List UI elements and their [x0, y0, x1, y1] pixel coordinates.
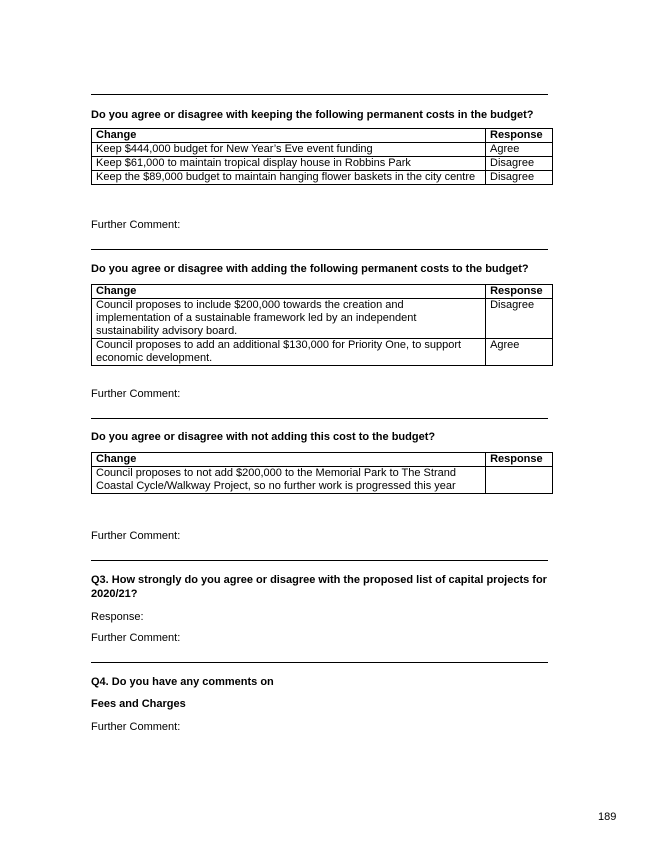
change-cell: Keep $61,000 to maintain tropical display house in Robbins Park: [92, 157, 486, 171]
column-header-response: Response: [486, 453, 553, 467]
column-header-change: Change: [92, 453, 486, 467]
question-heading-q3: Q3. How strongly do you agree or disagree with the proposed list of capital projects for 2020/21?: [91, 574, 547, 600]
subheading-fees-and-charges: Fees and Charges: [91, 698, 186, 710]
column-header-response: Response: [486, 129, 553, 143]
section-divider: [91, 94, 548, 95]
change-cell: Council proposes to not add $200,000 to the Memorial Park to The Strand Coastal Cycle/Walkway Project, so no further work is progressed this year: [92, 467, 486, 494]
column-header-change: Change: [92, 129, 486, 143]
response-cell: Agree: [486, 143, 553, 157]
change-cell: Keep the $89,000 budget to maintain hanging flower baskets in the city centre: [92, 171, 486, 185]
response-cell: Disagree: [486, 171, 553, 185]
table-row: [92, 157, 553, 171]
response-cell: [486, 467, 553, 494]
response-cell: Disagree: [486, 157, 553, 171]
section-divider: [91, 662, 548, 663]
response-table: [91, 284, 553, 366]
question-heading: Do you agree or disagree with not adding this cost to the budget?: [91, 431, 436, 443]
table-row: [92, 299, 553, 339]
response-cell: Agree: [486, 339, 553, 366]
further-comment-label: Further Comment:: [91, 632, 181, 644]
question-heading: Do you agree or disagree with adding the following permanent costs to the budget?: [91, 263, 529, 275]
table-header-row: [92, 453, 553, 467]
question-heading-q4: Q4. Do you have any comments on: [91, 676, 274, 688]
further-comment-label: Further Comment:: [91, 721, 181, 733]
table-header-row: [92, 129, 553, 143]
question-heading: Do you agree or disagree with keeping the following permanent costs in the budget?: [91, 109, 534, 121]
change-cell: Council proposes to add an additional $130,000 for Priority One, to support economic development.: [92, 339, 486, 366]
column-header-response: Response: [486, 285, 553, 299]
change-cell: Keep $444,000 budget for New Year’s Eve event funding: [92, 143, 486, 157]
response-label: Response:: [91, 611, 144, 623]
table-row: [92, 339, 553, 366]
response-table: [91, 128, 553, 185]
further-comment-label: Further Comment:: [91, 219, 181, 231]
table-header-row: [92, 285, 553, 299]
table-row: [92, 467, 553, 494]
further-comment-label: Further Comment:: [91, 388, 181, 400]
column-header-change: Change: [92, 285, 486, 299]
section-divider: [91, 560, 548, 561]
further-comment-label: Further Comment:: [91, 530, 181, 542]
page-number: 189: [598, 811, 617, 823]
section-divider: [91, 249, 548, 250]
response-cell: Disagree: [486, 299, 553, 339]
change-cell: Council proposes to include $200,000 towards the creation and implementation of a sustainable framework led by an independent sustainability advisory board.: [92, 299, 486, 339]
response-table: [91, 452, 553, 494]
table-row: [92, 171, 553, 185]
section-divider: [91, 418, 548, 419]
table-row: [92, 143, 553, 157]
